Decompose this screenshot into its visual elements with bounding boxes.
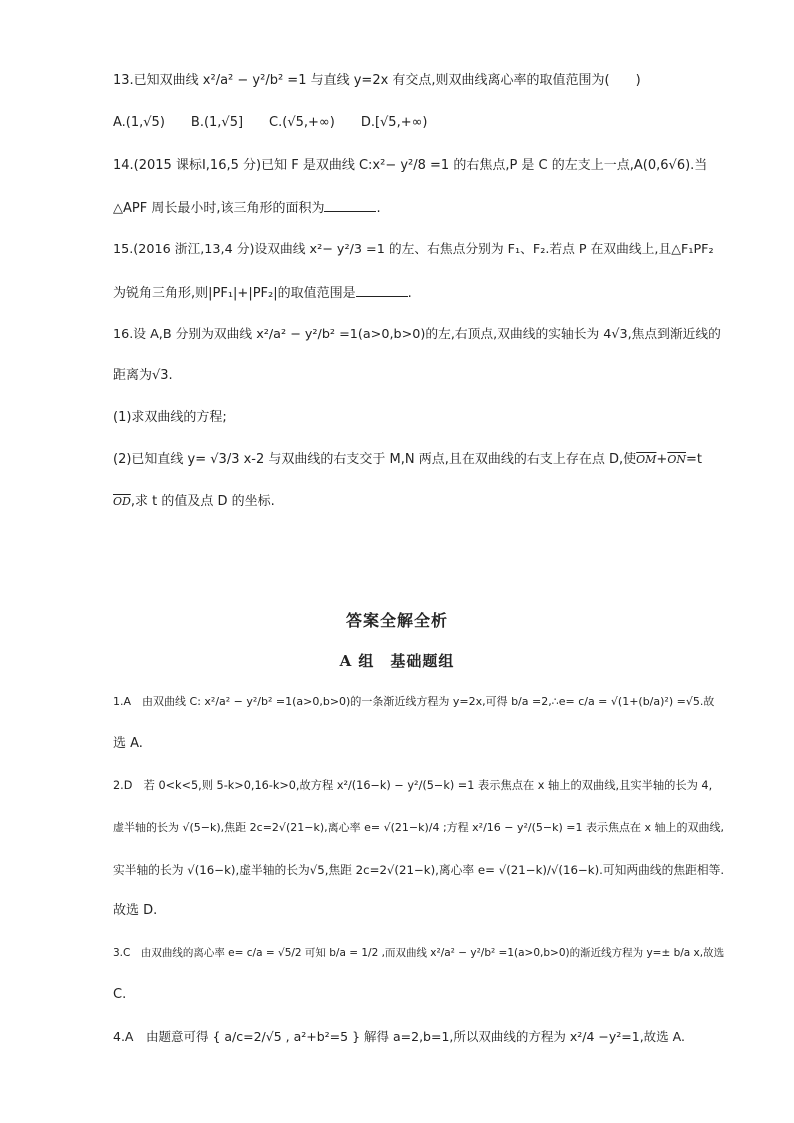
plus-sign: + (656, 452, 668, 467)
problem-15-stem-line2 (113, 284, 412, 303)
problem-13-stem: 13.已知双曲线 x²/a² − y²/b² =1 与直线 y=2x 有交点,则双曲线离心率的取值范围为( ) (113, 73, 641, 88)
problem-16-part2-end: ,求 t 的值及点 D 的坐标. (130, 494, 275, 509)
problem-16-part2-line2 (113, 493, 275, 511)
answers-heading: 答案全解全析 (345, 611, 448, 630)
answer-2-line3: 实半轴的长为 √(16−k),虚半轴的长为√5,焦距 2c=2√(21−k),离心率 e= √(21−k)/√(16−k).可知两曲线的焦距相等. (113, 863, 725, 877)
problem-16-part2-line1 (113, 451, 702, 469)
period: . (407, 286, 412, 301)
period: . (376, 201, 381, 216)
answer-1-line2: 选 A. (113, 736, 143, 751)
equals-t: =t (685, 452, 702, 467)
vector-on: $\overline{ON}$ (667, 453, 686, 466)
answer-2-line1: 2.D 若 0<k<5,则 5-k>0,16-k>0,故方程 x²/(16−k) − y²/(5−k) =1 表示焦点在 x 轴上的双曲线,且实半轴的长为 4, (113, 779, 713, 792)
vector-om: $\overline{OM}$ (636, 453, 657, 466)
group-a-heading: A 组 基础题组 (339, 652, 455, 670)
answer-1-line1: 1.A 由双曲线 C: x²/a² − y²/b² =1(a>0,b>0)的一条渐近线方程为 y=2x,可得 b/a =2,∴e= c/a = √(1+(b/a)²) =√5.故 (113, 695, 715, 708)
answer-4-line1: 4.A 由题意可得 { a/c=2/√5 , a²+b²=5 } 解得 a=2,b=1,所以双曲线的方程为 x²/4 −y²=1,故选 A. (113, 1029, 685, 1044)
answer-2-line4: 故选 D. (113, 903, 158, 918)
problem-13-options: A.(1,√5) B.(1,√5] C.(√5,+∞) D.[√5,+∞) (113, 115, 428, 130)
problem-15-text: 为锐角三角形,则|PF₁|+|PF₂|的取值范围是 (113, 286, 356, 301)
vector-od: $\overline{OD}$ (113, 495, 131, 508)
answer-2-line2: 虚半轴的长为 √(5−k),焦距 2c=2√(21−k),离心率 e= √(21−k)/4 ;方程 x²/16 − y²/(5−k) =1 表示焦点在 x 轴上的双曲线, (113, 821, 724, 834)
answer-blank (356, 284, 408, 297)
problem-14-stem-line1: 14.(2015 课标Ⅰ,16,5 分)已知 F 是双曲线 C:x²− y²/8 =1 的右焦点,P 是 C 的左支上一点,A(0,6√6).当 (113, 158, 708, 173)
answer-blank (324, 199, 376, 212)
problem-14-text: △APF 周长最小时,该三角形的面积为 (113, 201, 325, 216)
problem-16-part1: (1)求双曲线的方程; (113, 410, 227, 425)
problem-15-stem-line1: 15.(2016 浙江,13,4 分)设双曲线 x²− y²/3 =1 的左、右焦点分别为 F₁、F₂.若点 P 在双曲线上,且△F₁PF₂ (113, 242, 714, 257)
problem-16-stem-line1: 16.设 A,B 分别为双曲线 x²/a² − y²/b² =1(a>0,b>0)的左,右顶点,双曲线的实轴长为 4√3,焦点到渐近线的 (113, 327, 721, 342)
answer-3-line2: C. (113, 987, 127, 1002)
problem-14-stem-line2 (113, 199, 381, 218)
problem-16-part2-text: (2)已知直线 y= √3/3 x-2 与双曲线的右支交于 M,N 两点,且在双曲线的右支上存在点 D,使 (113, 452, 637, 467)
answer-3-line1: 3.C 由双曲线的离心率 e= c/a = √5/2 可知 b/a = 1/2 ,而双曲线 x²/a² − y²/b² =1(a>0,b>0)的渐近线方程为 y=± b/a x,故选 (113, 947, 725, 959)
problem-16-stem-line2: 距离为√3. (113, 368, 173, 383)
